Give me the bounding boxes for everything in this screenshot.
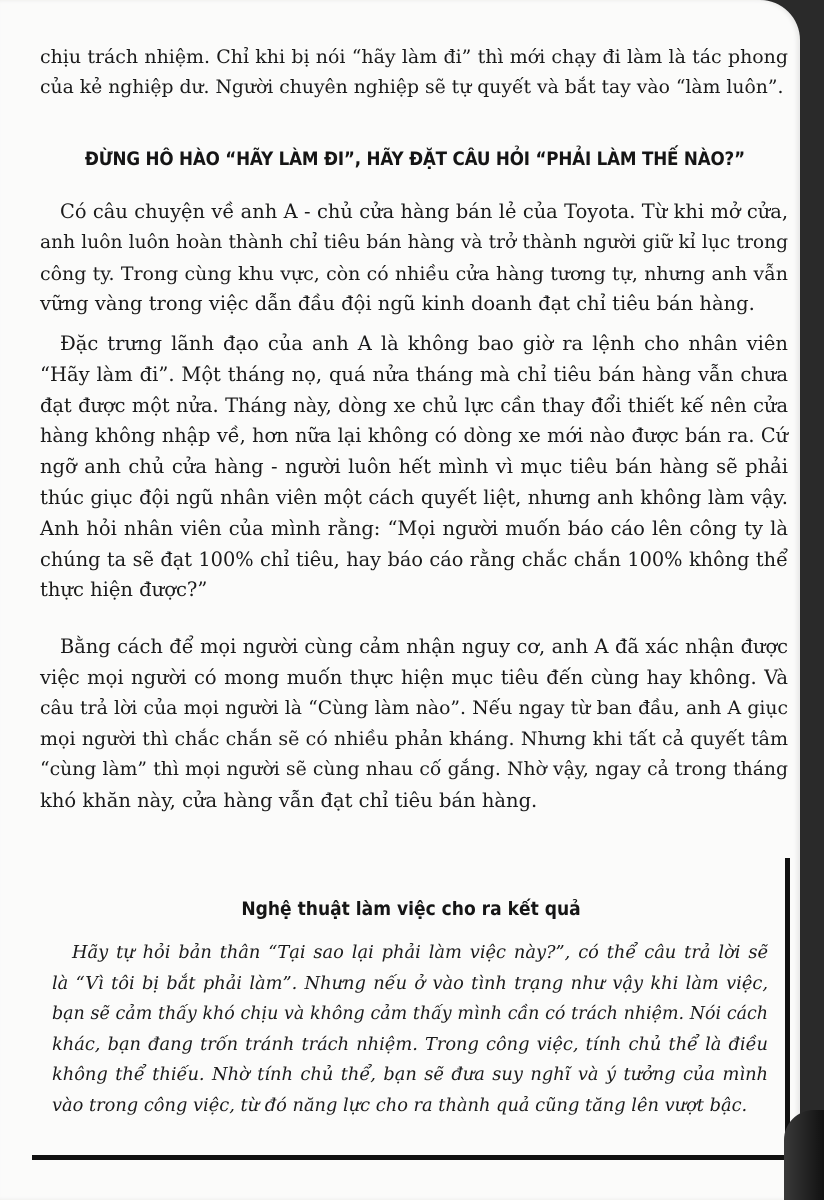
text-line: chịu trách nhiệm. Chỉ khi bị nói “hãy làm đi” thì mới chạy đi làm là tác phong [40,46,788,68]
text-line: công ty. Trong cùng khu vực, còn có nhiều cửa hàng tương tự, nhưng anh vẫn [40,262,788,285]
text-line: Có câu chuyện về anh A - chủ cửa hàng bán lẻ của Toyota. Từ khi mở cửa, [60,200,788,223]
text-line: thúc giục đội ngũ nhân viên một cách quyết liệt, nhưng anh không làm vậy. [40,485,788,509]
text-line: đạt được một nửa. Tháng này, dòng xe chủ lực cần thay đổi thiết kế nên cửa [40,393,788,417]
text-line: Anh hỏi nhân viên của mình rằng: “Mọi người muốn báo cáo lên công ty là [40,516,788,540]
text-line: ngỡ anh chủ cửa hàng - người luôn hết mình vì mục tiêu bán hàng sẽ phải [40,455,788,479]
text-line: việc mọi người có mong muốn thực hiện mục tiêu đến cùng hay không. Và [40,665,788,689]
text-line: vững vàng trong việc dẫn đầu đội ngũ kinh doanh đạt chỉ tiêu bán hàng. [40,292,755,316]
text-line: vào trong công việc, từ đó năng lực cho ra thành quả cũng tăng lên vượt bậc. [52,1094,748,1116]
text-line: Hãy tự hỏi bản thân “Tại sao lại phải làm việc này?”, có thể câu trả lời sẽ [72,942,768,963]
text-line: anh luôn luôn hoàn thành chỉ tiêu bán hàng và trở thành người giữ kỉ lục trong [40,231,788,253]
text-line: hàng không nhập về, hơn nữa lại không có dòng xe mới nào được bán ra. Cứ [40,424,788,448]
text-line: “cùng làm” thì mọi người sẽ cùng nhau cố gắng. Nhờ vậy, ngay cả trong tháng [40,759,788,781]
paragraph-2 [40,329,788,606]
tip-box-text [52,938,768,1121]
intro-paragraph [40,42,788,104]
section-heading: ĐỪNG HÔ HÀO “HÃY LÀM ĐI”, HÃY ĐẶT CÂU HỎI “PHẢI LÀM THẾ NÀO?” [84,148,745,170]
paragraph-1 [40,197,788,320]
text-line: Đặc trưng lãnh đạo của anh A là không bao giờ ra lệnh cho nhân viên [60,332,788,355]
text-line: không thể thiếu. Nhờ tính chủ thể, bạn sẽ đưa suy nghĩ và ý tưởng của mình [52,1064,768,1085]
text-line: bạn sẽ cảm thấy khó chịu và không cảm thấy mình cần có trách nhiệm. Nói cách [52,1004,768,1024]
text-line: của kẻ nghiệp dư. Người chuyên nghiệp sẽ tự quyết và bắt tay vào “làm luôn”. [40,76,784,98]
paragraph-3 [40,632,788,817]
text-line: câu trả lời của mọi người là “Cùng làm nào”. Nếu ngay từ ban đầu, anh A giục [40,697,788,719]
text-line: chúng ta sẽ đạt 100% chỉ tiêu, hay báo cáo rằng chắc chắn 100% không thể [40,547,788,571]
text-line: thực hiện được?” [40,578,208,602]
tip-box-title: Nghệ thuật làm việc cho ra kết quả [241,898,581,920]
text-line: Bằng cách để mọi người cùng cảm nhận nguy cơ, anh A đã xác nhận được [60,635,788,658]
text-line: khó khăn này, cửa hàng vẫn đạt chỉ tiêu bán hàng. [40,788,538,812]
text-line: “Hãy làm đi”. Một tháng nọ, quá nửa tháng mà chỉ tiêu bán hàng vẫn chưa [40,362,788,386]
text-line: mọi người thì chắc chắn sẽ có nhiều phản kháng. Nhưng khi tất cả quyết tâm [40,728,788,751]
page-corner-shadow [784,1110,824,1200]
text-line: khác, bạn đang trốn tránh trách nhiệm. Trong công việc, tính chủ thể là điều [52,1033,768,1055]
text-line: là “Vì tôi bị bắt phải làm”. Nhưng nếu ở vào tình trạng như vậy khi làm việc, [52,972,768,994]
